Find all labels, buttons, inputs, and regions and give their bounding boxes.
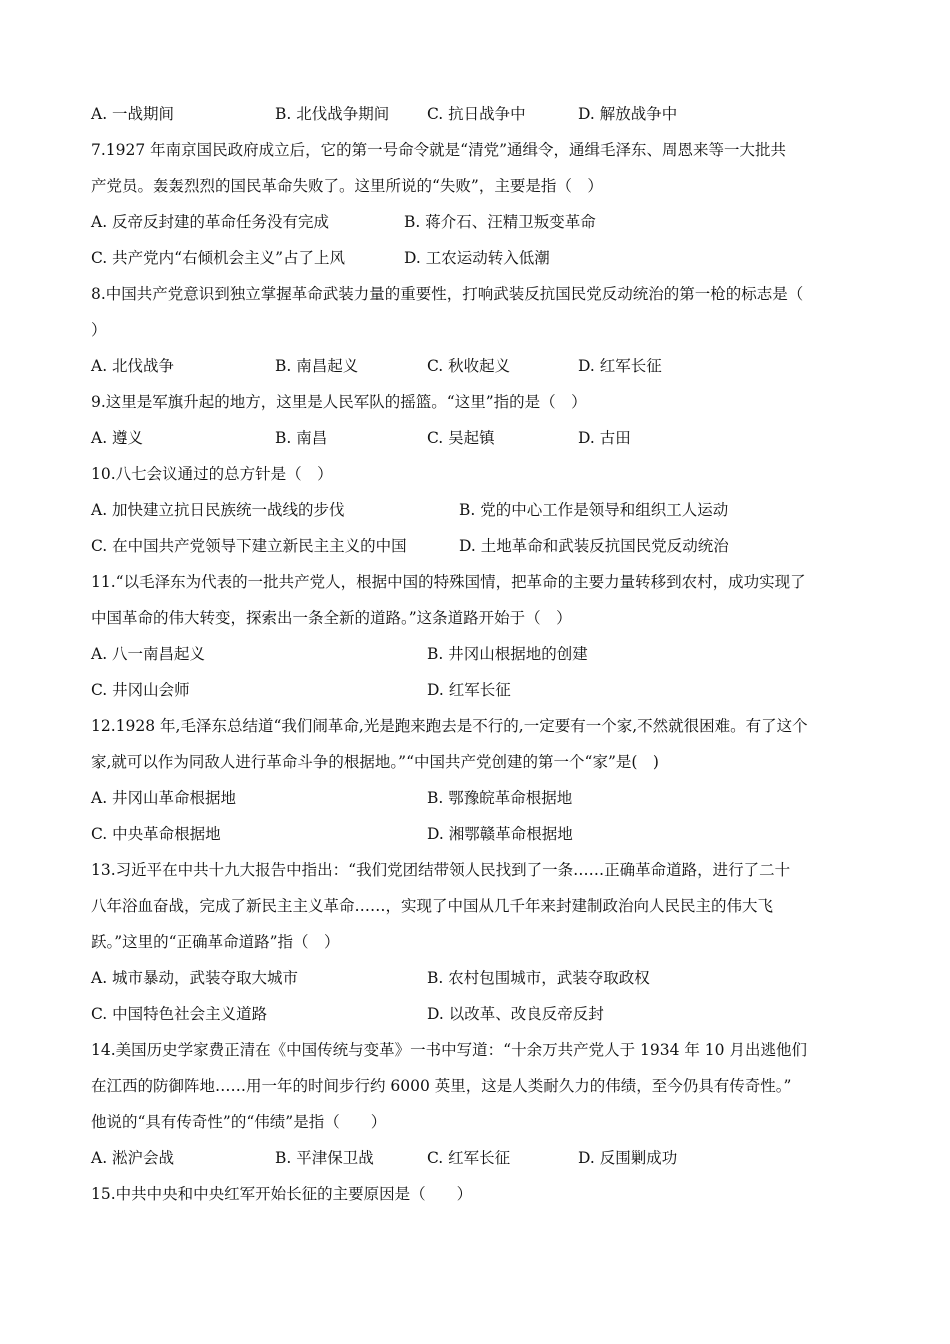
q10-option-d[interactable]: D. 土地革命和武装反抗国民党反动统治: [459, 537, 729, 555]
question-stem: 产党员。轰轰烈烈的国民革命失败了。这里所说的“失败”，主要是指（ ）: [91, 177, 603, 195]
question-stem: 他说的“具有传奇性”的“伟绩”是指（ ）: [91, 1113, 387, 1131]
q14-option-c[interactable]: C. 红军长征: [427, 1149, 511, 1167]
q14-option-b[interactable]: B. 平津保卫战: [275, 1149, 374, 1167]
q9-option-a[interactable]: A. 遵义: [91, 429, 144, 447]
q14-options-row: [91, 1145, 861, 1181]
q13-options-row-2: [91, 1001, 861, 1037]
q14-option-d[interactable]: D. 反围剿成功: [578, 1149, 678, 1167]
q9-option-c[interactable]: C. 吴起镇: [427, 429, 495, 447]
question-stem: 8.中国共产党意识到独立掌握革命武装力量的重要性，打响武装反抗国民党反动统治的第一枪的标志是（: [91, 285, 804, 303]
question-stem: 八年浴血奋战，完成了新民主主义革命……，实现了中国从几千年来封建制政治向人民民主的伟大飞: [91, 897, 774, 915]
q13-stem-line-2: [91, 893, 861, 929]
q8-options-row: [91, 353, 861, 389]
q9-stem-line-1: [91, 389, 861, 425]
question-stem: 10.八七会议通过的总方针是（ ）: [91, 465, 333, 483]
q13-options-row-1: [91, 965, 861, 1001]
question-stem: 在江西的防御阵地……用一年的时间步行约 6000 英里，这是人类耐久力的伟绩，至今仍具有传奇性。”: [91, 1077, 792, 1095]
q7-option-d[interactable]: D. 工农运动转入低潮: [404, 249, 550, 267]
question-stem: 12.1928 年,毛泽东总结道“我们闹革命,光是跑来跑去是不行的,一定要有一个家,不然就很困难。有了这个: [91, 717, 808, 735]
q13-option-a[interactable]: A. 城市暴动，武装夺取大城市: [91, 969, 299, 987]
q14-stem-line-3: [91, 1109, 861, 1145]
q9-option-b[interactable]: B. 南昌: [275, 429, 328, 447]
q12-options-row-2: [91, 821, 861, 857]
q15-stem-line-1: [91, 1181, 861, 1217]
q13-stem-line-3: [91, 929, 861, 965]
document-page: [91, 101, 861, 1217]
q14-option-a[interactable]: A. 淞沪会战: [91, 1149, 175, 1167]
question-stem: 家,就可以作为同敌人进行革命斗争的根据地。”“中国共产党创建的第一个“家”是( ): [91, 753, 659, 771]
q7-option-b[interactable]: B. 蒋介石、汪精卫叛变革命: [404, 213, 596, 231]
question-stem: 15.中共中央和中央红军开始长征的主要原因是（ ）: [91, 1185, 473, 1203]
q14-stem-line-2: [91, 1073, 861, 1109]
q12-stem-line-1: [91, 713, 861, 749]
q6-option-a[interactable]: A. 一战期间: [91, 105, 175, 123]
q12-stem-line-2: [91, 749, 861, 785]
q7-options-row-2: [91, 245, 861, 281]
question-stem: 跃。”这里的“正确革命道路”指（ ）: [91, 933, 340, 951]
q8-stem-line-2: [91, 317, 861, 353]
q6-option-b[interactable]: B. 北伐战争期间: [275, 105, 390, 123]
q7-option-c[interactable]: C. 共产党内“右倾机会主义”占了上风: [91, 249, 346, 267]
q10-options-row-2: [91, 533, 861, 569]
q10-option-b[interactable]: B. 党的中心工作是领导和组织工人运动: [459, 501, 729, 519]
q12-option-c[interactable]: C. 中央革命根据地: [91, 825, 221, 843]
question-stem: 9.这里是军旗升起的地方，这里是人民军队的摇篮。“这里”指的是（ ）: [91, 393, 587, 411]
q8-option-a[interactable]: A. 北伐战争: [91, 357, 175, 375]
q11-option-a[interactable]: A. 八一南昌起义: [91, 645, 206, 663]
q11-stem-line-2: [91, 605, 861, 641]
q10-options-row-1: [91, 497, 861, 533]
q13-stem-line-1: [91, 857, 861, 893]
q13-option-b[interactable]: B. 农村包围城市，武装夺取政权: [427, 969, 650, 987]
q13-option-d[interactable]: D. 以改革、改良反帝反封: [427, 1005, 604, 1023]
q10-option-a[interactable]: A. 加快建立抗日民族统一战线的步伐: [91, 501, 345, 519]
q8-option-b[interactable]: B. 南昌起义: [275, 357, 359, 375]
q11-options-row-1: [91, 641, 861, 677]
q7-stem-line-1: [91, 137, 861, 173]
question-stem: ）: [91, 321, 107, 339]
q12-option-a[interactable]: A. 井冈山革命根据地: [91, 789, 237, 807]
q7-options-row-1: [91, 209, 861, 245]
q6-options-row: [91, 101, 861, 137]
q9-option-d[interactable]: D. 古田: [578, 429, 631, 447]
q8-stem-line-1: [91, 281, 861, 317]
q13-option-c[interactable]: C. 中国特色社会主义道路: [91, 1005, 268, 1023]
q10-stem-line-1: [91, 461, 861, 497]
q6-option-c[interactable]: C. 抗日战争中: [427, 105, 526, 123]
q8-option-c[interactable]: C. 秋收起义: [427, 357, 511, 375]
question-stem: 7.1927 年南京国民政府成立后，它的第一号命令就是“清党”通缉令，通缉毛泽东、周恩来等一大批共: [91, 141, 787, 159]
q12-option-b[interactable]: B. 鄂豫皖革命根据地: [427, 789, 573, 807]
question-stem: 11.“以毛泽东为代表的一批共产党人，根据中国的特殊国情，把革命的主要力量转移到农村，成功实现了: [91, 573, 806, 591]
q7-option-a[interactable]: A. 反帝反封建的革命任务没有完成: [91, 213, 330, 231]
q10-option-c[interactable]: C. 在中国共产党领导下建立新民主主义的中国: [91, 537, 407, 555]
q11-option-b[interactable]: B. 井冈山根据地的创建: [427, 645, 588, 663]
q12-option-d[interactable]: D. 湘鄂赣革命根据地: [427, 825, 573, 843]
q7-stem-line-2: [91, 173, 861, 209]
question-stem: 14.美国历史学家费正清在《中国传统与变革》一书中写道：“十余万共产党人于 1934 年 10 月出逃他们: [91, 1041, 807, 1059]
q11-option-d[interactable]: D. 红军长征: [427, 681, 511, 699]
question-stem: 中国革命的伟大转变，探索出一条全新的道路。”这条道路开始于（ ）: [91, 609, 572, 627]
q8-option-d[interactable]: D. 红军长征: [578, 357, 662, 375]
q11-options-row-2: [91, 677, 861, 713]
q6-option-d[interactable]: D. 解放战争中: [578, 105, 678, 123]
q11-stem-line-1: [91, 569, 861, 605]
q11-option-c[interactable]: C. 井冈山会师: [91, 681, 190, 699]
q14-stem-line-1: [91, 1037, 861, 1073]
question-stem: 13.习近平在中共十九大报告中指出：“我们党团结带领人民找到了一条……正确革命道路，进行了二十: [91, 861, 791, 879]
q12-options-row-1: [91, 785, 861, 821]
q9-options-row: [91, 425, 861, 461]
